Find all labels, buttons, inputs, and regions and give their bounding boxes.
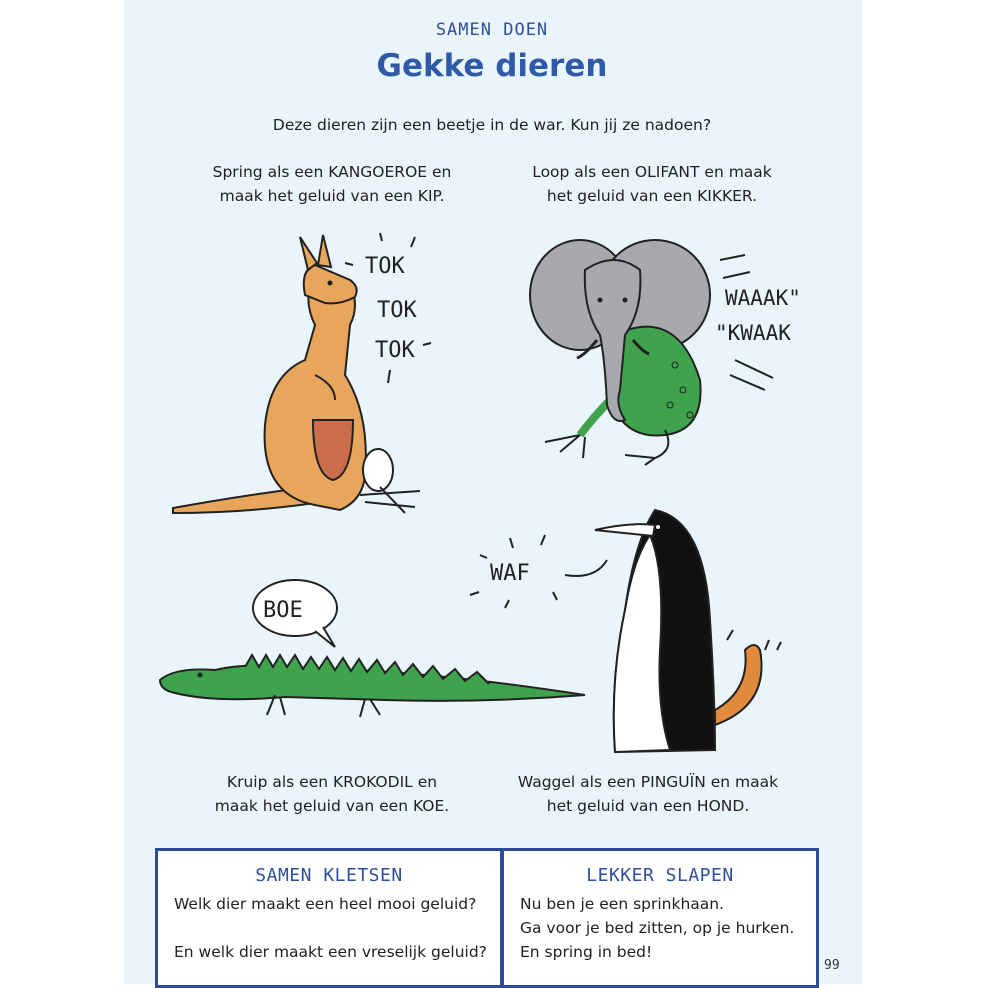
samen-kletsen-title: SAMEN KLETSEN [255, 865, 403, 886]
page-number: 99 [824, 958, 840, 973]
slapen-line-1: Nu ben je een sprinkhaan. [520, 895, 725, 913]
lekker-slapen-box [501, 848, 819, 988]
elephant-caption: Loop als een OLIFANT en maak het geluid van een KIKKER. [532, 163, 772, 205]
page-title: Gekke dieren [376, 48, 608, 84]
slapen-line-3: En spring in bed! [520, 943, 653, 961]
kletsen-question-2: En welk dier maakt een vreselijk geluid? [174, 943, 487, 961]
penguin-illustration [465, 500, 800, 760]
tok-text-1: TOK [365, 254, 405, 279]
intro-text: Deze dieren zijn een beetje in de war. Kun jij ze nadoen? [272, 116, 712, 134]
boe-text: BOE [263, 598, 303, 623]
slapen-line-2: Ga voor je bed zitten, op je hurken. [520, 919, 795, 937]
lekker-slapen-title: LEKKER SLAPEN [586, 865, 734, 886]
section-kicker: SAMEN DOEN [435, 20, 549, 40]
kangaroo-illustration [165, 225, 455, 520]
crocodile-caption: Kruip als een KROKODIL en maak het geluid van een KOE. [214, 773, 450, 815]
kangaroo-caption: Spring als een KANGOEROE en maak het geluid van een KIP. [212, 163, 452, 205]
penguin-caption: Waggel als een PINGUÏN en maak het geluid van een HOND. [517, 773, 779, 815]
elephant-frog-illustration [525, 230, 825, 470]
tok-text-3: TOK [375, 338, 415, 363]
waaak-text: WAAAK" [725, 286, 801, 310]
kletsen-question-1: Welk dier maakt een heel mooi geluid? [174, 895, 477, 913]
kwaak-text: "KWAAK [715, 321, 791, 345]
tok-text-2: TOK [377, 298, 417, 323]
samen-kletsen-box [155, 848, 503, 988]
waf-text: WAF [490, 561, 530, 586]
